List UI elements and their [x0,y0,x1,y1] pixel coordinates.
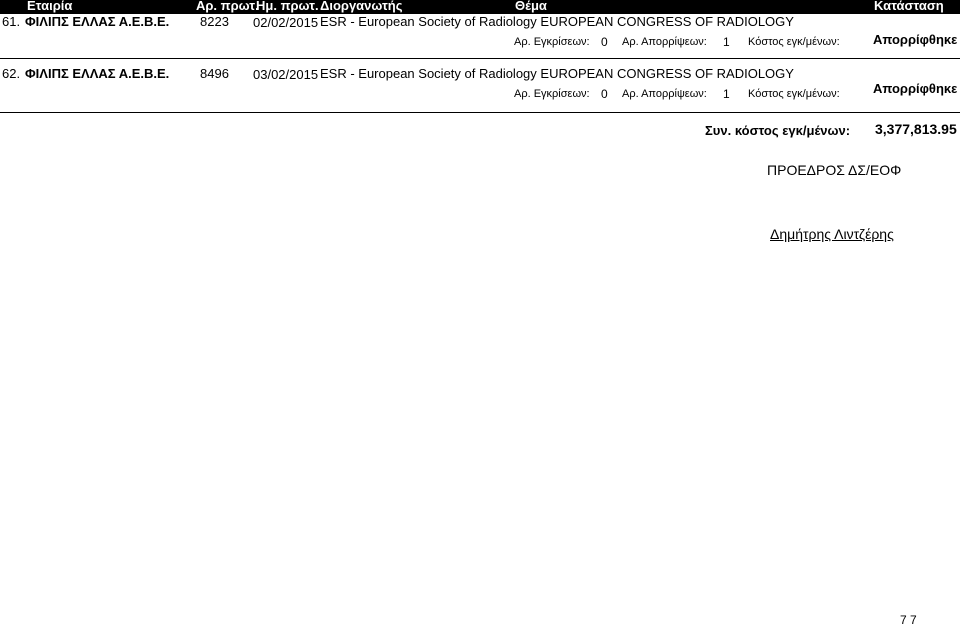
row-date: 03/02/2015 [253,67,319,82]
row-date: 02/02/2015 [253,15,319,30]
header-company: Εταιρία [27,0,73,13]
row-rejections: 1 [723,35,730,49]
header-protocol-no: Αρ. πρωτ. [196,0,259,13]
row-divider [0,112,960,113]
row-status: Απορρίφθηκε [873,32,958,47]
row-cost-label: Κόστος εγκ/μένων: [748,88,840,100]
page-number: 7 7 [900,613,917,627]
row-organizer-subject: ESR - European Society of Radiology EUROPEAN CONGRESS OF RADIOLOGY [320,14,794,29]
table-header [0,0,960,14]
header-subject: Θέμα [515,0,547,13]
row-company: ΦΙΛΙΠΣ ΕΛΛΑΣ Α.Ε.Β.Ε. [25,14,170,29]
row-organizer-subject: ESR - European Society of Radiology EUROPEAN CONGRESS OF RADIOLOGY [320,66,794,81]
total-value: 3,377,813.95 [875,121,957,137]
header-status: Κατάσταση [874,0,944,13]
row-approvals: 0 [601,87,608,101]
row-rejections: 1 [723,87,730,101]
row-approvals-label: Αρ. Εγκρίσεων: [514,36,590,48]
row-approvals-label: Αρ. Εγκρίσεων: [514,88,590,100]
row-approvals: 0 [601,35,608,49]
row-company: ΦΙΛΙΠΣ ΕΛΛΑΣ Α.Ε.Β.Ε. [25,66,170,81]
signature-name: Δημήτρης Λιντζέρης [770,226,894,242]
row-protocol-no: 8223 [200,14,229,29]
row-rejections-label: Αρ. Απορρίψεων: [622,36,707,48]
header-organizer: Διοργανωτής [320,0,403,13]
row-status: Απορρίφθηκε [873,81,958,96]
row-protocol-no: 8496 [200,66,229,81]
row-cost-label: Κόστος εγκ/μένων: [748,36,840,48]
row-index: 62. [2,66,21,81]
row-divider [0,58,960,59]
row-index: 61. [2,14,21,29]
total-label: Συν. κόστος εγκ/μένων: [705,123,851,138]
row-rejections-label: Αρ. Απορρίψεων: [622,88,707,100]
header-protocol-date: Ημ. πρωτ. [256,0,319,13]
signature-title: ΠΡΟΕΔΡΟΣ ΔΣ/ΕΟΦ [767,162,902,178]
